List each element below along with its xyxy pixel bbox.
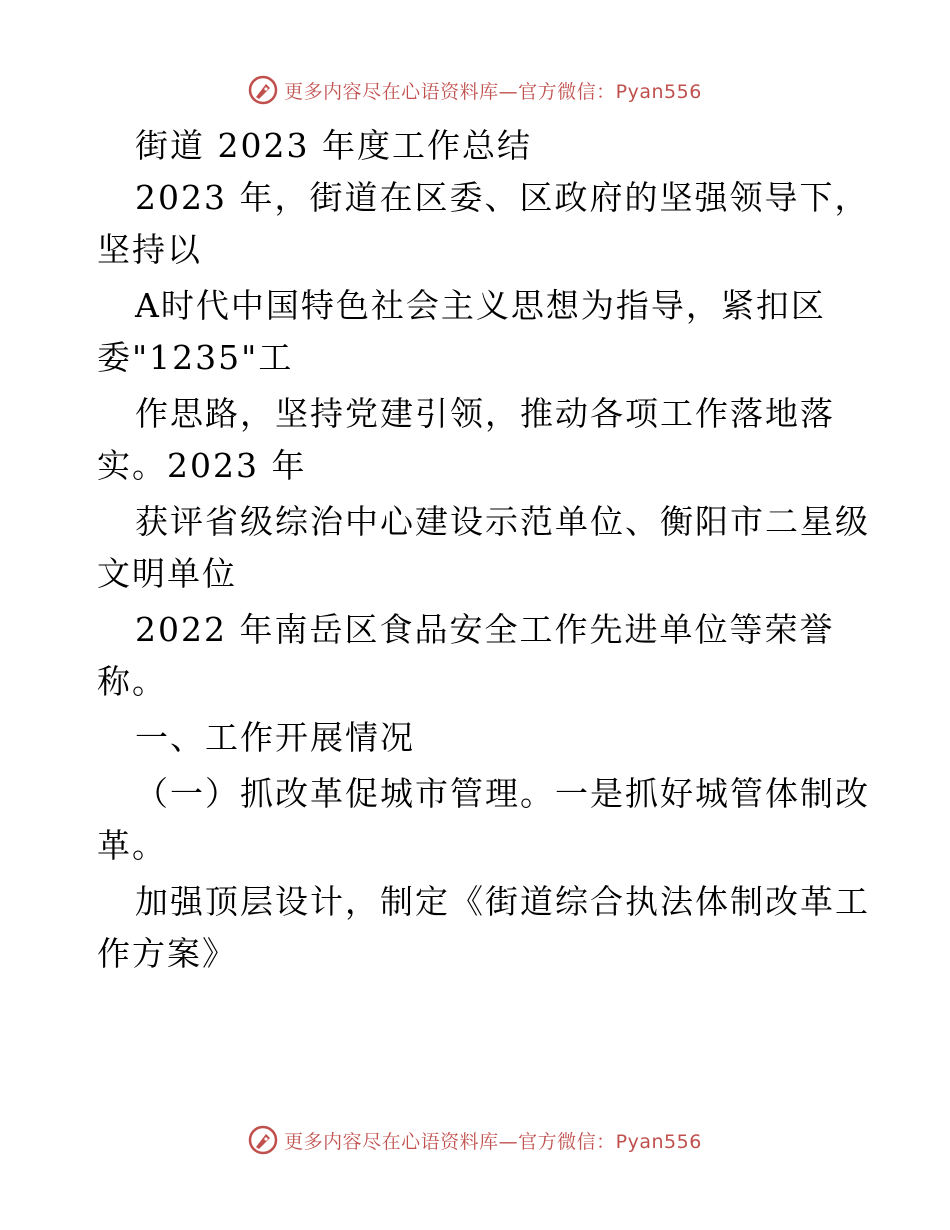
pen-nib-logo-icon	[248, 75, 278, 105]
paragraph-line: 加强顶层设计，制定《街道综合执法体制改革工	[135, 882, 870, 921]
paragraph-line: 2023 年，街道在区委、区政府的坚强领导下，	[135, 178, 870, 217]
paragraph-line: 2022 年南岳区食品安全工作先进单位等荣誉	[135, 610, 835, 649]
pen-nib-logo-icon	[248, 1125, 278, 1155]
paragraph-line: 实。2023 年	[97, 446, 307, 485]
paragraph-line: 委"1235"工	[97, 338, 294, 377]
paragraph-line: 文明单位	[97, 554, 237, 593]
watermark-text: 更多内容尽在心语资料库—官方微信：Pyan556	[284, 80, 702, 103]
paragraph-line: 获评省级综治中心建设示范单位、衡阳市二星级	[135, 502, 870, 541]
document-body	[97, 120, 870, 980]
paragraph-line: 革。	[97, 826, 167, 865]
paragraph-line: A时代中国特色社会主义思想为指导，紧扣区	[135, 286, 826, 325]
paragraph-line: 坚持以	[97, 230, 202, 269]
header-watermark	[0, 70, 950, 110]
footer-watermark	[0, 1120, 950, 1160]
doc-title: 街道 2023 年度工作总结	[135, 126, 532, 165]
paragraph-line: （一）抓改革促城市管理。一是抓好城管体制改	[135, 774, 870, 813]
section-heading: 一、工作开展情况	[135, 718, 415, 757]
paragraph-line: 作思路，坚持党建引领，推动各项工作落地落	[135, 394, 835, 433]
paragraph-line: 作方案》	[97, 934, 237, 973]
watermark-text: 更多内容尽在心语资料库—官方微信：Pyan556	[284, 1130, 702, 1153]
paragraph-line: 称。	[97, 662, 167, 701]
